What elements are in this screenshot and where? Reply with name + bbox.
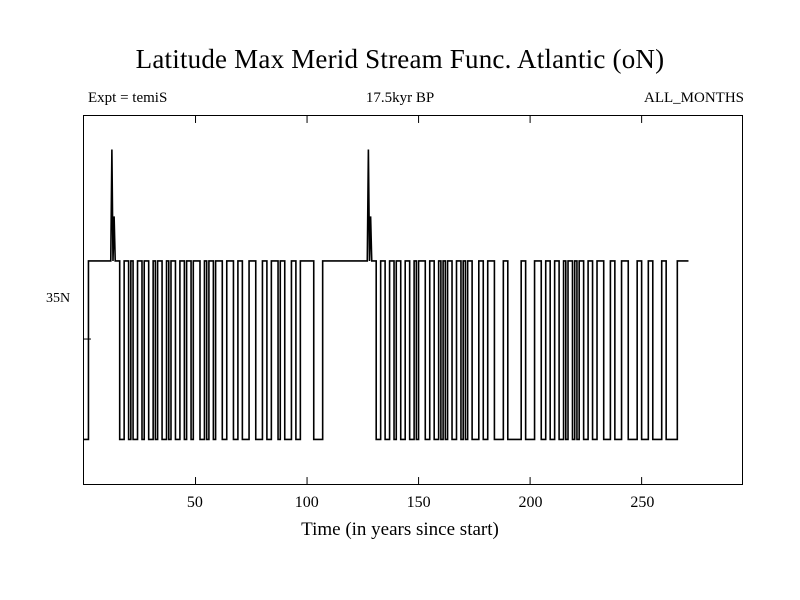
x-axis-tick-label: 250 <box>630 494 655 511</box>
x-axis-title: Time (in years since start) <box>301 519 499 540</box>
months-label: ALL_MONTHS <box>644 90 744 106</box>
x-axis-tick-labels <box>0 494 800 516</box>
y-axis-tick-label: 35N <box>46 291 71 306</box>
period-label: 17.5kyr BP <box>365 90 435 106</box>
plot-svg <box>84 116 742 484</box>
plot-area <box>83 115 743 485</box>
experiment-label: Expt = temiS <box>88 90 168 106</box>
x-axis-tick-label: 100 <box>294 494 319 511</box>
x-axis-tick-label: 150 <box>406 494 431 511</box>
x-axis-tick-label: 50 <box>186 494 203 511</box>
page-title: Latitude Max Merid Stream Func. Atlantic (oN) <box>135 44 665 74</box>
data-series-line <box>84 149 688 439</box>
x-axis-tick-label: 200 <box>518 494 543 511</box>
